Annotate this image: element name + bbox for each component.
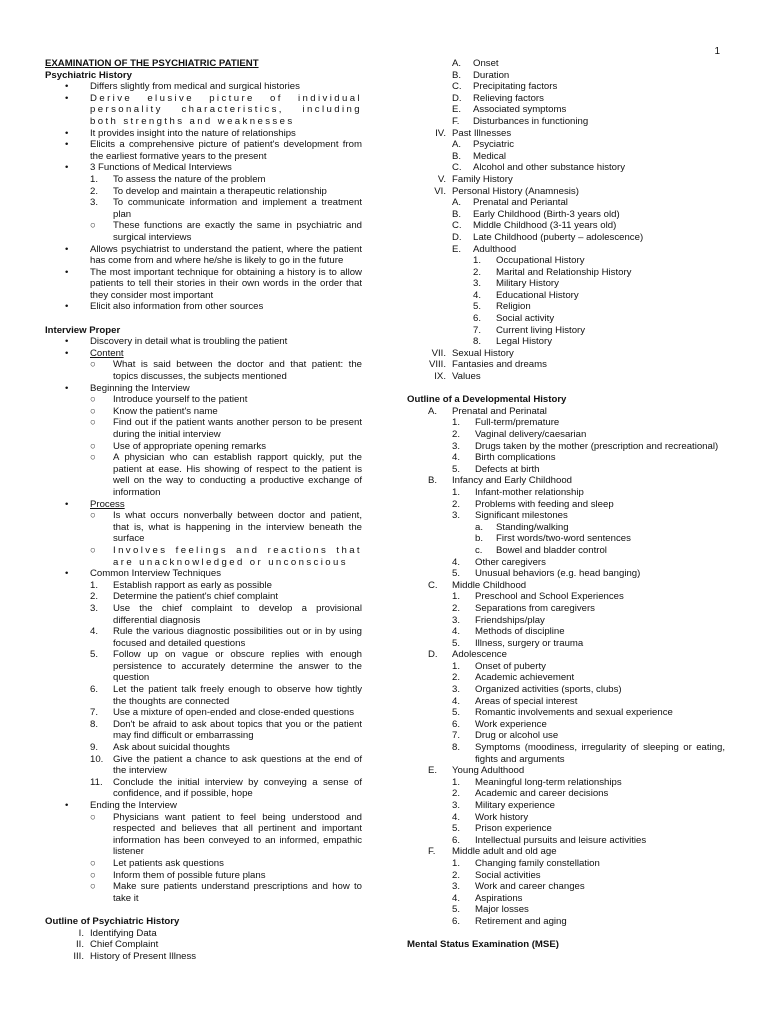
letter-item: B. Medical [452,150,507,162]
roman-item: IX. Values [434,371,481,383]
letter-item: B. Duration [452,69,510,81]
letter-item: D. Adolescence [428,649,507,661]
bullet-item: • Elicits a comprehensive picture of patient's development from the earliest formative years to the present [65,139,362,162]
roman-item: III. History of Present Illness [73,950,197,962]
sub-bullet-item: ○ Find out if the patient wants another person to be present during the initial interview [90,417,362,440]
lettered-subitem: a. Standing/walking [475,521,569,533]
numbered-item: 5. Prison experience [452,823,552,835]
roman-item: VIII. Fantasies and dreams [428,359,547,371]
numbered-item: 10. Give the patient a chance to ask questions at the end of the interview [90,753,362,777]
numbered-item: 2. Academic and career decisions [452,788,609,800]
numbered-item: 6. Work experience [452,718,547,730]
bullet-item: • Discovery in detail what is troubling the patient [65,336,288,348]
numbered-item: 1. Occupational History [473,255,585,267]
numbered-item: 3. Friendships/play [452,614,545,626]
numbered-item: 1. Establish rapport as early as possible [90,579,272,591]
bullet-item: • 3 Functions of Medical Interviews [65,162,232,174]
sub-bullet-item: ○ Use of appropriate opening remarks [90,440,267,452]
section-heading-outline-psychiatric-history: Outline of Psychiatric History [45,915,180,927]
numbered-item: 3. Organized activities (sports, clubs) [452,684,622,696]
roman-item: V. Family History [437,173,513,185]
letter-item: A. Prenatal and Perinatal [428,405,547,417]
sub-bullet-item: ○ A physician who can establish rapport quickly, put the patient at ease. His showing of respect to the patient is well on the way to conducting a productive exchange of information [90,452,362,498]
numbered-item: 1. Meaningful long-term relationships [452,776,622,788]
numbered-item: 7. Drug or alcohol use [452,730,559,742]
numbered-item: 5. Major losses [452,904,529,916]
letter-item: E. Associated symptoms [452,104,567,116]
numbered-item: 4. Educational History [473,289,579,301]
sub-bullet-item: ○ Physicians want patient to feel being understood and respected and believes that all pertinent and important information has been conveyed to an informed, empathic listener [90,811,362,858]
letter-item: C. Middle Childhood [428,579,527,591]
numbered-item: 2. Vaginal delivery/caesarian [452,429,587,440]
numbered-item: 9. Ask about suicidal thoughts [90,742,230,754]
sub-bullet-item: ○ Involves feelings and reactions that are unacknowledged or unconscious [90,544,362,568]
bullet-item: • Beginning the Interview [65,382,190,394]
roman-item: VII. Sexual History [431,347,514,359]
numbered-item: 2. Academic achievement [452,672,575,684]
letter-item: C. Alcohol and other substance history [452,162,625,174]
numbered-item: 1. Changing family constellation [452,857,600,869]
numbered-item: 5. Romantic involvements and sexual experience [452,707,673,719]
bullet-item: • Process [65,498,125,510]
numbered-item: 6. Let the patient talk freely enough to observe how tightly the thoughts are connected [90,684,362,707]
numbered-item: 5. Defects at birth [452,463,540,475]
numbered-item: 1. Onset of puberty [452,660,546,672]
letter-item: D. Late Childhood (puberty – adolescence) [452,231,644,243]
document-title: EXAMINATION OF THE PSYCHIATRIC PATIENT [45,58,259,69]
sub-bullet-item: ○ Know the patient's name [90,405,218,417]
numbered-item: 4. Rule the various diagnostic possibilities out or in by using focused and detailed questions [90,626,362,649]
numbered-item: 3. Military experience [452,800,555,811]
section-heading-mse: Mental Status Examination (MSE) [407,939,559,951]
numbered-item: 4. Aspirations [452,892,523,904]
numbered-item: 2. Marital and Relationship History [473,266,632,278]
letter-item: E. Young Adulthood [428,765,525,777]
roman-item: II. Chief Complaint [76,939,159,951]
section-heading-psychiatric-history: Psychiatric History [45,69,132,81]
numbered-item: 8. Don't be afraid to ask about topics that you or the patient may find difficult or embarrassing [90,718,362,742]
numbered-item: 3. Drugs taken by the mother (prescription and recreational) [452,440,719,452]
roman-item: I. Identifying Data [78,927,157,939]
lettered-subitem: c. Bowel and bladder control [475,544,607,556]
left-column [45,58,362,962]
numbered-item: 2. Problems with feeding and sleep [452,498,614,510]
roman-item: VI. Personal History (Anamnesis) [434,185,579,197]
bullet-item: • The most important technique for obtaining a history is to allow patients to tell their stories in their own words in the order that they consider most important [65,266,362,301]
numbered-item: 1. Full-term/premature [452,417,560,429]
numbered-item: 2. Determine the patient's chief complaint [90,591,279,603]
letter-item: B. Early Childhood (Birth-3 years old) [452,208,620,220]
numbered-item: 4. Birth complications [452,452,556,464]
numbered-item: 3. To communicate information and implement a treatment plan [90,197,362,220]
bullet-item: • Allows psychiatrist to understand the patient, where the patient has come from and where he/she is likely to go in the future [65,243,362,267]
letter-item: D. Relieving factors [452,92,544,104]
numbered-item: 5. Illness, surgery or trauma [452,637,584,649]
numbered-item: 7. Current living History [473,324,586,336]
numbered-item: 6. Retirement and aging [452,915,567,927]
bullet-item: • It provides insight into the nature of relationships [65,127,296,139]
numbered-item: 1. Preschool and School Experiences [452,591,624,603]
sub-bullet-item: ○ Introduce yourself to the patient [90,394,248,406]
page-number: 1 [714,46,720,57]
lettered-subitem: b. First words/two-word sentences [475,533,631,545]
numbered-item: 2. To develop and maintain a therapeutic relationship [90,185,327,197]
numbered-item: 6. Social activity [473,313,555,325]
section-heading-interview-proper: Interview Proper [45,324,121,336]
bullet-item: • Content [65,347,124,359]
letter-item: A. Onset [452,58,499,69]
letter-item: C. Precipitating factors [452,81,558,93]
letter-item: A. Prenatal and Periantal [452,197,568,209]
section-heading-developmental-history: Outline of a Developmental History [407,394,567,406]
roman-item: IV. Past Illnesses [435,127,512,139]
bullet-item: • Derive elusive picture of individual personality characteristics, including both strengths and weaknesses [65,92,362,127]
sub-bullet-item: ○ Make sure patients understand prescriptions and how to take it [90,881,362,904]
bullet-item: • Differs slightly from medical and surgical histories [65,81,300,93]
numbered-item: 3. Work and career changes [452,881,585,893]
letter-item: A. Psyciatric [452,139,515,151]
numbered-item: 2. Social activities [452,869,541,881]
numbered-item: 5. Unusual behaviors (e.g. head banging) [452,568,641,580]
numbered-item: 8. Legal History [473,336,552,348]
numbered-item: 3. Significant milestones [452,510,568,522]
numbered-item: 8. Symptoms (moodiness, irregularity of sleeping or eating, fights and arguments [452,742,725,765]
bullet-item: • Ending the Interview [65,800,177,811]
numbered-item: 4. Other caregivers [452,556,546,568]
letter-item: C. Middle Childhood (3-11 years old) [452,220,617,232]
bullet-item: • Elicit also information from other sources [65,301,264,313]
letter-item: F. Middle adult and old age [428,846,557,858]
numbered-item: 3. Military History [473,278,559,290]
numbered-item: 4. Areas of special interest [452,695,578,707]
numbered-item: 1. Infant-mother relationship [452,486,584,498]
letter-item: B. Infancy and Early Childhood [428,475,572,487]
sub-bullet-item: ○ These functions are exactly the same in psychiatric and surgical interviews [90,220,362,243]
numbered-item: 3. Use the chief complaint to develop a provisional differential diagnosis [90,602,362,626]
bullet-item: • Common Interview Techniques [65,568,221,580]
numbered-item: 7. Use a mixture of open-ended and close-ended questions [90,707,355,719]
numbered-item: 4. Methods of discipline [452,626,565,638]
sub-bullet-item: ○ Let patients ask questions [90,857,224,869]
right-column [407,58,725,951]
numbered-item: 4. Work history [452,811,529,823]
sub-bullet-item: ○ What is said between the doctor and that patient: the topics discusses, the subjects mentioned [90,359,362,383]
letter-item: E. Adulthood [452,243,517,255]
numbered-item: 5. Follow up on vague or obscure replies with enough persistence to accurately determine the answer to the question [90,649,362,684]
numbered-item: 11. Conclude the initial interview by conveying a sense of confidence, and if possible, hope [90,776,362,800]
sub-bullet-item: ○ Inform them of possible future plans [90,869,266,881]
numbered-item: 1. To assess the nature of the problem [90,173,266,185]
sub-bullet-item: ○ Is what occurs nonverbally between doctor and patient, that is, what is happening in the interview beneath the surface [90,510,362,545]
letter-item: F. Disturbances in functioning [452,115,589,127]
numbered-item: 6. Intellectual pursuits and leisure activities [452,834,647,846]
numbered-item: 5. Religion [473,301,531,313]
numbered-item: 2. Separations from caregivers [452,602,595,614]
